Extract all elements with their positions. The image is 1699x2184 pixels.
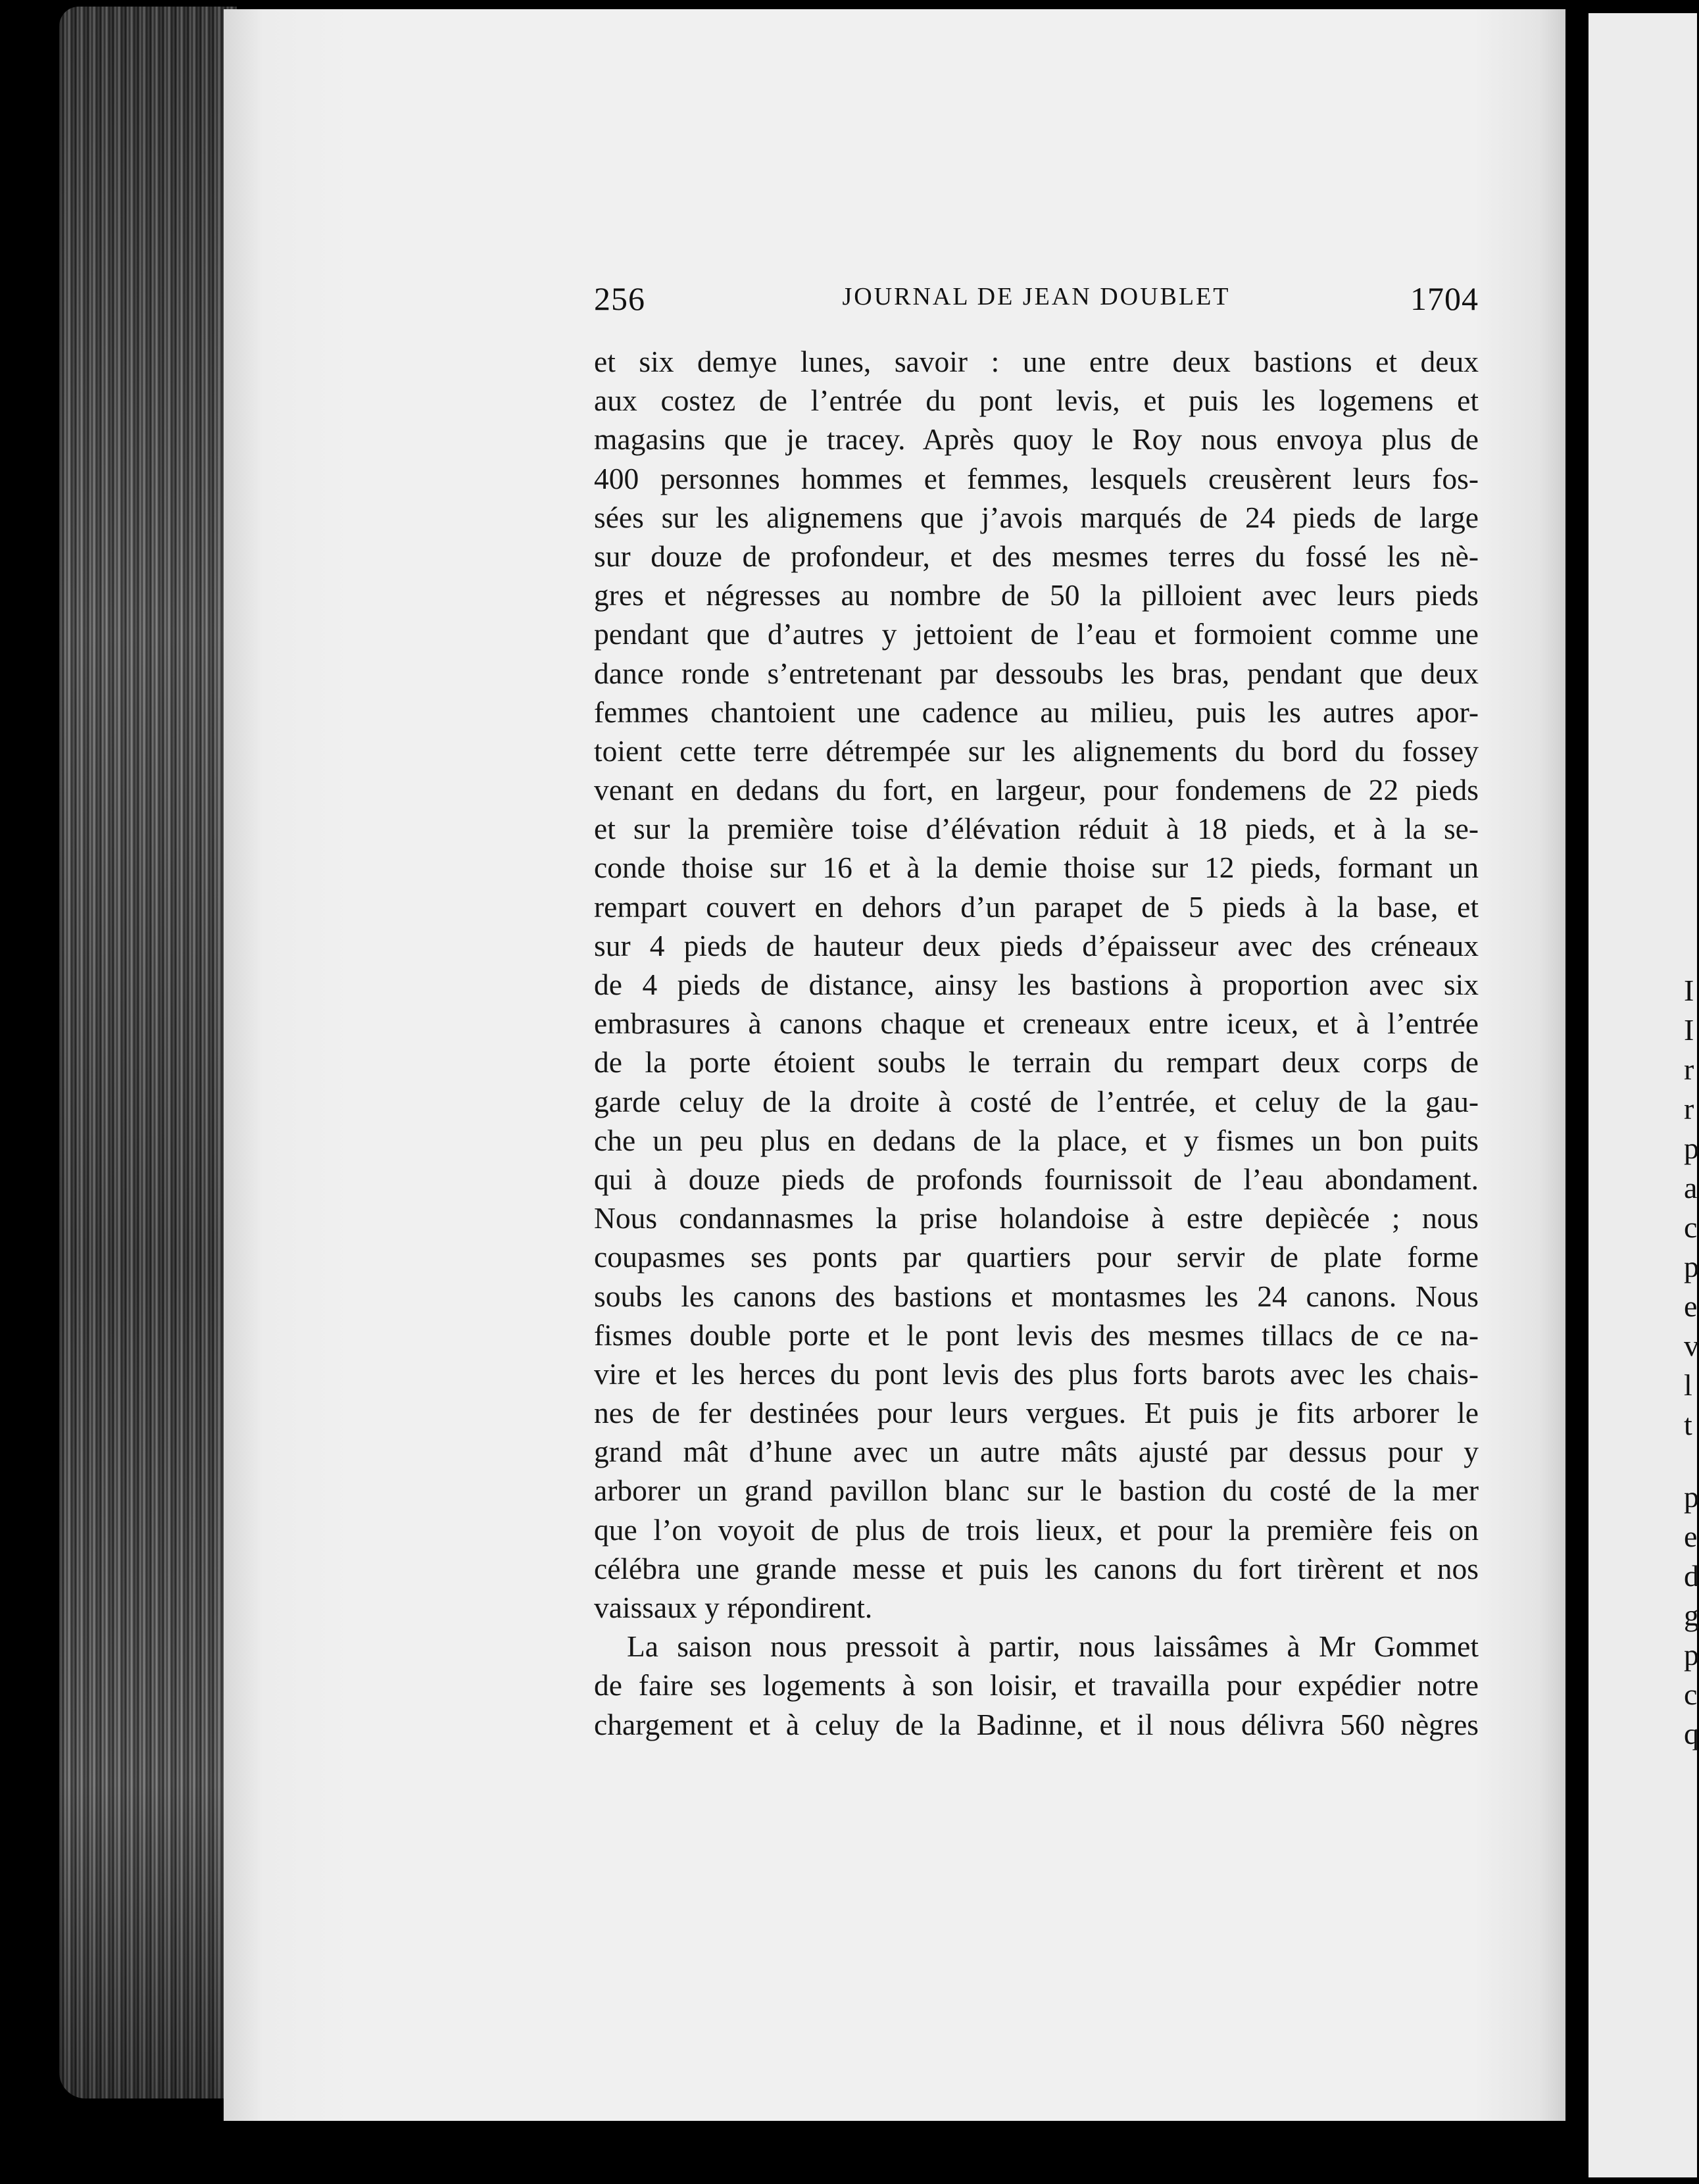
text-line: dance ronde s’entretenant par dessoubs les bras, pendant que deux — [594, 656, 1479, 690]
text-line: Nous condannasmes la prise holandoise à estre depiècée ; nous — [594, 1201, 1479, 1235]
text-line: che un peu plus en dedans de la place, et y fismes un bon puits — [594, 1123, 1479, 1157]
text-line: pendant que d’autres y jettoient de l’eau et formoient comme une — [594, 617, 1479, 651]
facing-page-letter: e — [1684, 1520, 1698, 1553]
facing-page-letter: q — [1684, 1717, 1699, 1750]
text-line: vire et les herces du pont levis des plus forts barots avec les chais- — [594, 1356, 1479, 1391]
facing-page-letter: r — [1684, 1053, 1694, 1086]
facing-page-letter: d — [1684, 1559, 1699, 1593]
facing-page-letter: I — [1684, 974, 1694, 1007]
text-line: gres et négresses au nombre de 50 la pilloient avec leurs pieds — [594, 578, 1479, 612]
facing-page-letter: t — [1684, 1408, 1692, 1441]
text-line: garde celuy de la droite à costé de l’entrée, et celuy de la gau- — [594, 1084, 1479, 1118]
facing-page-letter: p — [1684, 1250, 1699, 1283]
running-title: JOURNAL DE JEAN DOUBLET — [842, 283, 1231, 310]
facing-page-edge — [1588, 13, 1697, 2177]
text-line: femmes chantoient une cadence au milieu, puis les autres apor- — [594, 695, 1479, 729]
text-line: embrasures à canons chaque et creneaux entre iceux, et à l’entrée — [594, 1006, 1479, 1041]
text-line: magasins que je tracey. Après quoy le Roy nous envoya plus de — [594, 422, 1479, 457]
facing-page-letter: p — [1684, 1638, 1699, 1672]
facing-page-letter: v — [1684, 1329, 1699, 1362]
facing-page-letter: p — [1684, 1480, 1699, 1514]
text-line: fismes double porte et le pont levis des mesmes tillacs de ce na- — [594, 1318, 1479, 1352]
text-line: rempart couvert en dehors d’un parapet de 5 pieds à la base, et — [594, 889, 1479, 924]
facing-page-letter: e — [1684, 1289, 1698, 1323]
text-line: de la porte étoient soubs le terrain du rempart deux corps de — [594, 1045, 1479, 1080]
text-line: de faire ses logements à son loisir, et travailla pour expédier notre — [594, 1668, 1479, 1702]
text-line: 400 personnes hommes et femmes, lesquels creusèrent leurs fos- — [594, 461, 1479, 495]
facing-page-letter: a — [1684, 1171, 1698, 1204]
text-line: célébra une grande messe et puis les canons du fort tirèrent et nos — [594, 1551, 1479, 1585]
facing-page-letter: l — [1684, 1368, 1692, 1402]
text-line: sur 4 pieds de hauteur deux pieds d’épaisseur avec des créneaux — [594, 928, 1479, 962]
running-year: 1704 — [1410, 280, 1479, 317]
text-line: qui à douze pieds de profonds fournissoit de l’eau abondament. — [594, 1162, 1479, 1196]
text-line: chargement et à celuy de la Badinne, et il nous délivra 560 nègres — [594, 1707, 1479, 1741]
text-line: et sur la première toise d’élévation réduit à 18 pieds, et à la se- — [594, 812, 1479, 846]
text-line: grand mât d’hune avec un autre mâts ajusté par dessus pour y — [594, 1435, 1479, 1469]
facing-page-letter: I — [1684, 1013, 1694, 1047]
text-line: que l’on voyoit de plus de trois lieux, et pour la première feis on — [594, 1512, 1479, 1547]
text-line: soubs les canons des bastions et montasmes les 24 canons. Nous — [594, 1279, 1479, 1313]
text-line: nes de fer destinées pour leurs vergues. Et puis je fits arborer le — [594, 1396, 1479, 1430]
text-line: venant en dedans du fort, en largeur, pour fondemens de 22 pieds — [594, 773, 1479, 807]
text-line: de 4 pieds de distance, ainsy les bastions à proportion avec six — [594, 968, 1479, 1001]
text-line: vaissaux y répondirent. — [594, 1591, 873, 1624]
facing-page-letter: r — [1684, 1092, 1694, 1126]
text-line: La saison nous pressoit à partir, nous laissâmes à Mr Gommet — [627, 1629, 1479, 1664]
text-line: arborer un grand pavillon blanc sur le bastion du costé de la mer — [594, 1474, 1479, 1508]
running-head — [594, 280, 1479, 319]
text-line: sur douze de profondeur, et des mesmes terres du fossé les nè- — [594, 539, 1479, 573]
facing-page-letter: p — [1684, 1131, 1699, 1165]
text-line: et six demye lunes, savoir : une entre deux bastions et deux — [594, 345, 1479, 378]
facing-page-letter: c — [1684, 1210, 1698, 1244]
page-number: 256 — [594, 280, 645, 317]
text-line: aux costez de l’entrée du pont levis, et puis les logemens et — [594, 384, 1479, 418]
text-line: sées sur les alignemens que j’avois marqués de 24 pieds de large — [594, 500, 1479, 534]
book-page-edges — [59, 7, 237, 2098]
text-line: coupasmes ses ponts par quartiers pour servir de plate forme — [594, 1240, 1479, 1274]
body-text — [594, 342, 1479, 1744]
facing-page-letter: c — [1684, 1677, 1698, 1711]
facing-page-letter: g — [1684, 1599, 1699, 1632]
text-line: toient cette terre détrempée sur les alignements du bord du fossey — [594, 733, 1479, 768]
text-line: conde thoise sur 16 et à la demie thoise sur 12 pieds, formant un — [594, 851, 1479, 885]
